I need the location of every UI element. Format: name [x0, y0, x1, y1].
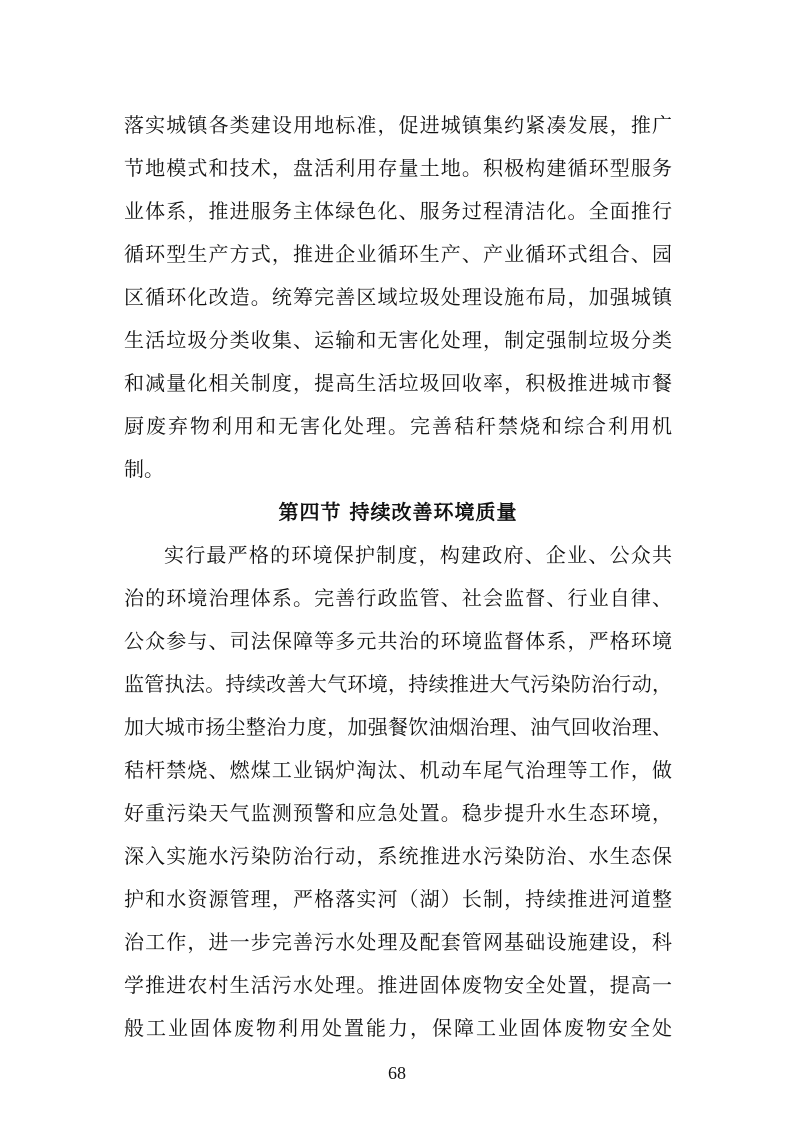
paragraph-1-line: 生活垃圾分类收集、运输和无害化处理，制定强制垃圾分类	[124, 328, 672, 352]
paragraph-2-line: 公众参与、司法保障等多元共治的环境监督体系，严格环境	[124, 629, 672, 653]
paragraph-2-line: 实行最严格的环境保护制度，构建政府、企业、公众共	[164, 543, 672, 567]
paragraph-2-line: 深入实施水污染防治行动，系统推进水污染防治、水生态保	[124, 844, 672, 868]
paragraph-1-line: 厨废弃物利用和无害化处理。完善秸秆禁烧和综合利用机	[124, 414, 672, 438]
page-number: 68	[388, 1063, 406, 1083]
section-heading: 第四节 持续改善环境质量	[278, 500, 518, 524]
paragraph-1-line: 区循环化改造。统筹完善区域垃圾处理设施布局，加强城镇	[124, 285, 672, 309]
paragraph-1-line: 节地模式和技术，盘活利用存量土地。积极构建循环型服务	[124, 156, 672, 180]
paragraph-1-line: 落实城镇各类建设用地标准，促进城镇集约紧凑发展，推广	[124, 113, 672, 137]
paragraph-1-line: 制。	[124, 457, 164, 481]
paragraph-2-line: 治的环境治理体系。完善行政监管、社会监督、行业自律、	[124, 586, 672, 610]
paragraph-1-line: 和减量化相关制度，提高生活垃圾回收率，积极推进城市餐	[124, 371, 672, 395]
paragraph-2-line: 加大城市扬尘整治力度，加强餐饮油烟治理、油气回收治理、	[124, 715, 672, 739]
paragraph-2-line: 学推进农村生活污水处理。推进固体废物安全处置，提高一	[124, 973, 672, 997]
paragraph-1-line: 循环型生产方式，推进企业循环生产、产业循环式组合、园	[124, 242, 672, 266]
paragraph-2-line: 治工作，进一步完善污水处理及配套管网基础设施建设，科	[124, 930, 672, 954]
paragraph-2-line: 般工业固体废物利用处置能力，保障工业固体废物安全处	[124, 1016, 672, 1040]
paragraph-2-line: 监管执法。持续改善大气环境，持续推进大气污染防治行动，	[124, 672, 672, 696]
paragraph-2-line: 好重污染天气监测预警和应急处置。稳步提升水生态环境，	[124, 801, 672, 825]
paragraph-2-line: 秸杆禁烧、燃煤工业锅炉淘汰、机动车尾气治理等工作，做	[124, 758, 672, 782]
paragraph-2-line: 护和水资源管理，严格落实河（湖）长制，持续推进河道整	[124, 887, 672, 911]
paragraph-1-line: 业体系，推进服务主体绿色化、服务过程清洁化。全面推行	[124, 199, 672, 223]
